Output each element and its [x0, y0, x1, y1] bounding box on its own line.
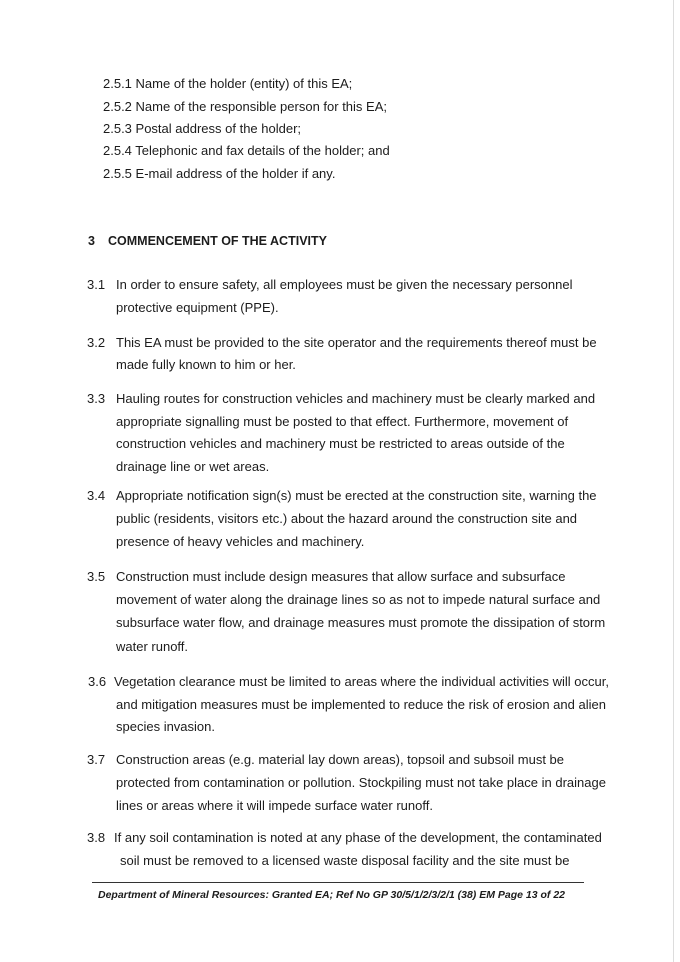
sublist-item: 2.5.4 Telephonic and fax details of the holder; and: [103, 143, 390, 158]
clause-number: 3.1: [87, 277, 106, 292]
sublist-item: 2.5.1 Name of the holder (entity) of this EA;: [103, 76, 353, 91]
clause-text-line: protected from contamination or pollution. Stockpiling must not take place in drainage: [116, 775, 606, 790]
clause-text-line: This EA must be provided to the site operator and the requirements thereof must be: [116, 335, 597, 350]
clause-text-line: and mitigation measures must be implemented to reduce the risk of erosion and alien: [116, 697, 606, 712]
sublist-item: 2.5.5 E-mail address of the holder if any.: [103, 166, 336, 181]
clause-number: 3.5: [87, 569, 106, 584]
clause-number: 3.4: [87, 488, 106, 503]
clause-text-line: water runoff.: [116, 639, 189, 654]
sublist-item: 2.5.3 Postal address of the holder;: [103, 121, 302, 136]
clause-text-line: In order to ensure safety, all employees must be given the necessary personnel: [116, 277, 573, 292]
clause-text-line: Construction areas (e.g. material lay down areas), topsoil and subsoil must be: [116, 752, 564, 767]
clause-text-line: movement of water along the drainage lines so as not to impede natural surface and: [116, 592, 601, 607]
clause-text-line: Construction must include design measures that allow surface and subsurface: [116, 569, 566, 584]
clause-text-line: protective equipment (PPE).: [116, 300, 279, 315]
sublist-item: 2.5.2 Name of the responsible person for this EA;: [103, 99, 387, 114]
clause-text-line: subsurface water flow, and drainage measures must promote the dissipation of storm: [116, 615, 606, 630]
clause-number: 3.7: [87, 752, 106, 767]
page-footer: Department of Mineral Resources: Granted EA; Ref No GP 30/5/1/2/3/2/1 (38) EM Page 13 of 22: [98, 889, 566, 901]
clause-text-line: drainage line or wet areas.: [116, 459, 270, 474]
clause-text-line: construction vehicles and machinery must be restricted to areas outside of the: [116, 436, 565, 451]
clause-number: 3.3: [87, 391, 106, 406]
section-title: COMMENCEMENT OF THE ACTIVITY: [108, 234, 327, 248]
clause-text-line: public (residents, visitors etc.) about the hazard around the construction site and: [116, 511, 578, 526]
clause-text-line: presence of heavy vehicles and machinery.: [116, 534, 365, 549]
clause-number: 3.8: [87, 830, 106, 845]
clause-text-line: Vegetation clearance must be limited to areas where the individual activities will occur,: [114, 674, 609, 689]
clause-text-line: lines or areas where it will impede surface water runoff.: [116, 798, 433, 813]
section-number: 3: [88, 234, 95, 248]
clause-text-line: If any soil contamination is noted at any phase of the development, the contaminated: [114, 830, 602, 845]
clause-number: 3.6: [88, 674, 107, 689]
clause-text-line: species invasion.: [116, 719, 215, 734]
scan-edge: [673, 0, 674, 962]
clause-number: 3.2: [87, 335, 106, 350]
clause-text-line: Appropriate notification sign(s) must be erected at the construction site, warning the: [116, 488, 597, 503]
clause-text-line: Hauling routes for construction vehicles and machinery must be clearly marked and: [116, 391, 596, 406]
footer-divider: [92, 882, 584, 883]
clause-text-line: soil must be removed to a licensed waste disposal facility and the site must be: [120, 853, 570, 868]
clause-text-line: made fully known to him or her.: [116, 357, 296, 372]
clause-text-line: appropriate signalling must be posted to that effect. Furthermore, movement of: [116, 414, 569, 429]
